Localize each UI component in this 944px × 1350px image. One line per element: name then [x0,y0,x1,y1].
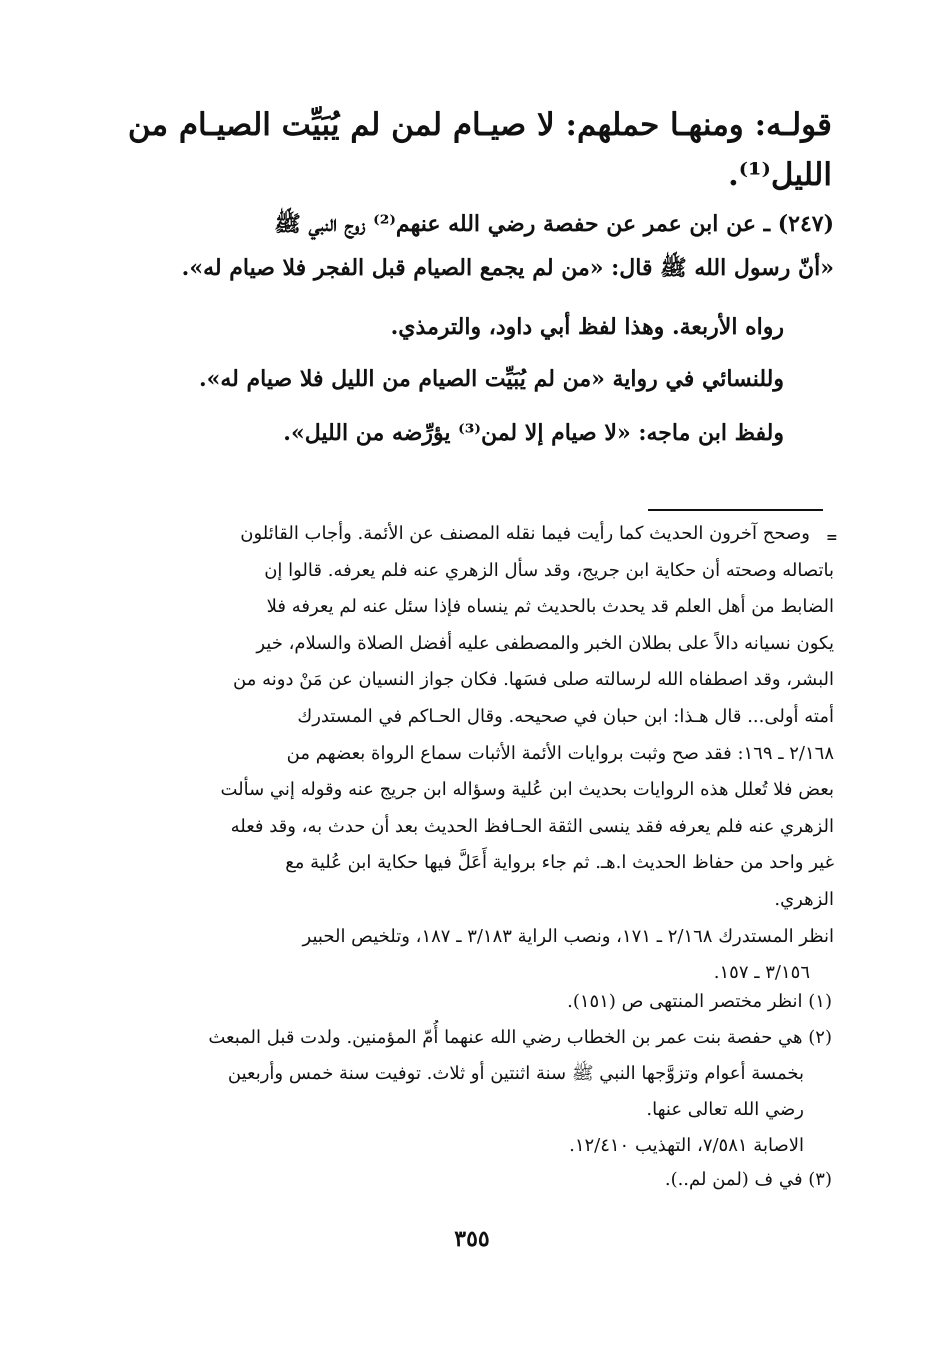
footnote-1: (١) انظر مختصر المنتهى ص (١٥١). [567,991,832,1012]
heading-line-2: الليل⁽¹⁾. [728,157,832,193]
narration-line-3: ولفظ ابن ماجه: «لا صيام إلا لمن⁽³⁾ يؤرِّضه من الليل». [283,420,784,446]
reference-line: ٣/١٥٦ ـ ١٥٧. [713,962,810,984]
footnote-2-line: (٢) هي حفصة بنت عمر بن الخطاب رضي الله عنهما أُمّ المؤمنين. ولدت قبل المبعث [208,1027,832,1048]
narration-line-2: وللنسائي في رواية «من لم يُبَيِّت الصيام من الليل فلا صيام له». [198,366,784,392]
continuation-marker: = [826,530,838,546]
hadith-line-1: (٢٤٧) ـ عن ابن عمر عن حفصة رضي الله عنهم⁽²⁾ زوج النبي ﷺ [274,211,834,237]
note-line: الزهري عنه فلم يعرفه فقد ينسى الثقة الحـافظ الحديث بعد أن حدث به، وقد فعله [230,815,834,837]
note-line: البشر، وقد اصطفاه الله لرسالته صلى فسَها. فكان جواز النسيان عن مَنْ دونه من [233,669,834,691]
note-line: الزهري. [774,888,834,910]
hadith-line-2: «أنّ رسول الله ﷺ قال: «من لم يجمع الصيام قبل الفجر فلا صيام له». [181,255,834,281]
footnote-3: (٣) في ف (لمن لم..). [664,1169,832,1190]
hadith-text [106,202,834,290]
note-line: يكون نسيانه دالاً على بطلان الخبر والمصطفى عليه أفضل الصلاة والسلام، خير [256,632,834,654]
footnote-separator [648,509,823,511]
note-line: بعض فلا تُعلل هذه الروايات بحديث ابن عُلية وسؤاله ابن جريج عنه وقوله إني سألت [220,779,834,801]
page-number: ٣٥٥ [454,1226,490,1252]
narration-line-1: رواه الأربعة. وهذا لفظ أبي داود، والترمذي. [390,314,784,340]
section-heading [106,100,832,200]
continued-footnote [108,516,834,992]
footnote-2-line: الاصابة ٧/٥٨١، التهذيب ١٢/٤١٠. [569,1135,804,1156]
footnote-2-line: رضي الله تعالى عنها. [646,1099,804,1120]
note-line: الضابط من أهل العلم قد يحدث بالحديث ثم ينساه فإذا سئل عنه لم يعرفه فلا [266,596,834,618]
footnote-2-line: بخمسة أعوام وتزوَّجها النبي ﷺ سنة اثنتين أو ثلاث. توفيت سنة خمس وأربعين [227,1063,804,1084]
footnote-2 [106,1020,832,1164]
note-line: أمته أولى... قال هـذا: ابن حبان في صحيحه. وقال الحـاكم في المستدرك [297,705,834,727]
note-line: ٢/١٦٨ ـ ١٦٩: فقد صح وثبت بروايات الأئمة الأثبات سماع الرواة بعضهم من [286,742,834,764]
reference-line: انظر المستدرك ٢/١٦٨ ـ ١٧١، ونصب الراية ٣/١٨٣ ـ ١٨٧، وتلخيص الحبير [302,925,834,947]
note-line: باتصاله وصحته أن حكاية ابن جريج، وقد سأل الزهري عنه فلم يعرفه. قالوا إن [264,559,834,581]
heading-line-1: قولـه: ومنهـا حملهم: لا صيـام لمن لم يُبَيِّت الصيـام من [127,107,832,143]
note-line: وصحح آخرون الحديث كما رأيت فيما نقله المصنف عن الأئمة. وأجاب القائلون [240,523,810,544]
note-line: غير واحد من حفاظ الحديث ا.هـ. ثم جاء برواية أَعَلَّ فيها حكاية ابن عُلية مع [285,852,834,874]
